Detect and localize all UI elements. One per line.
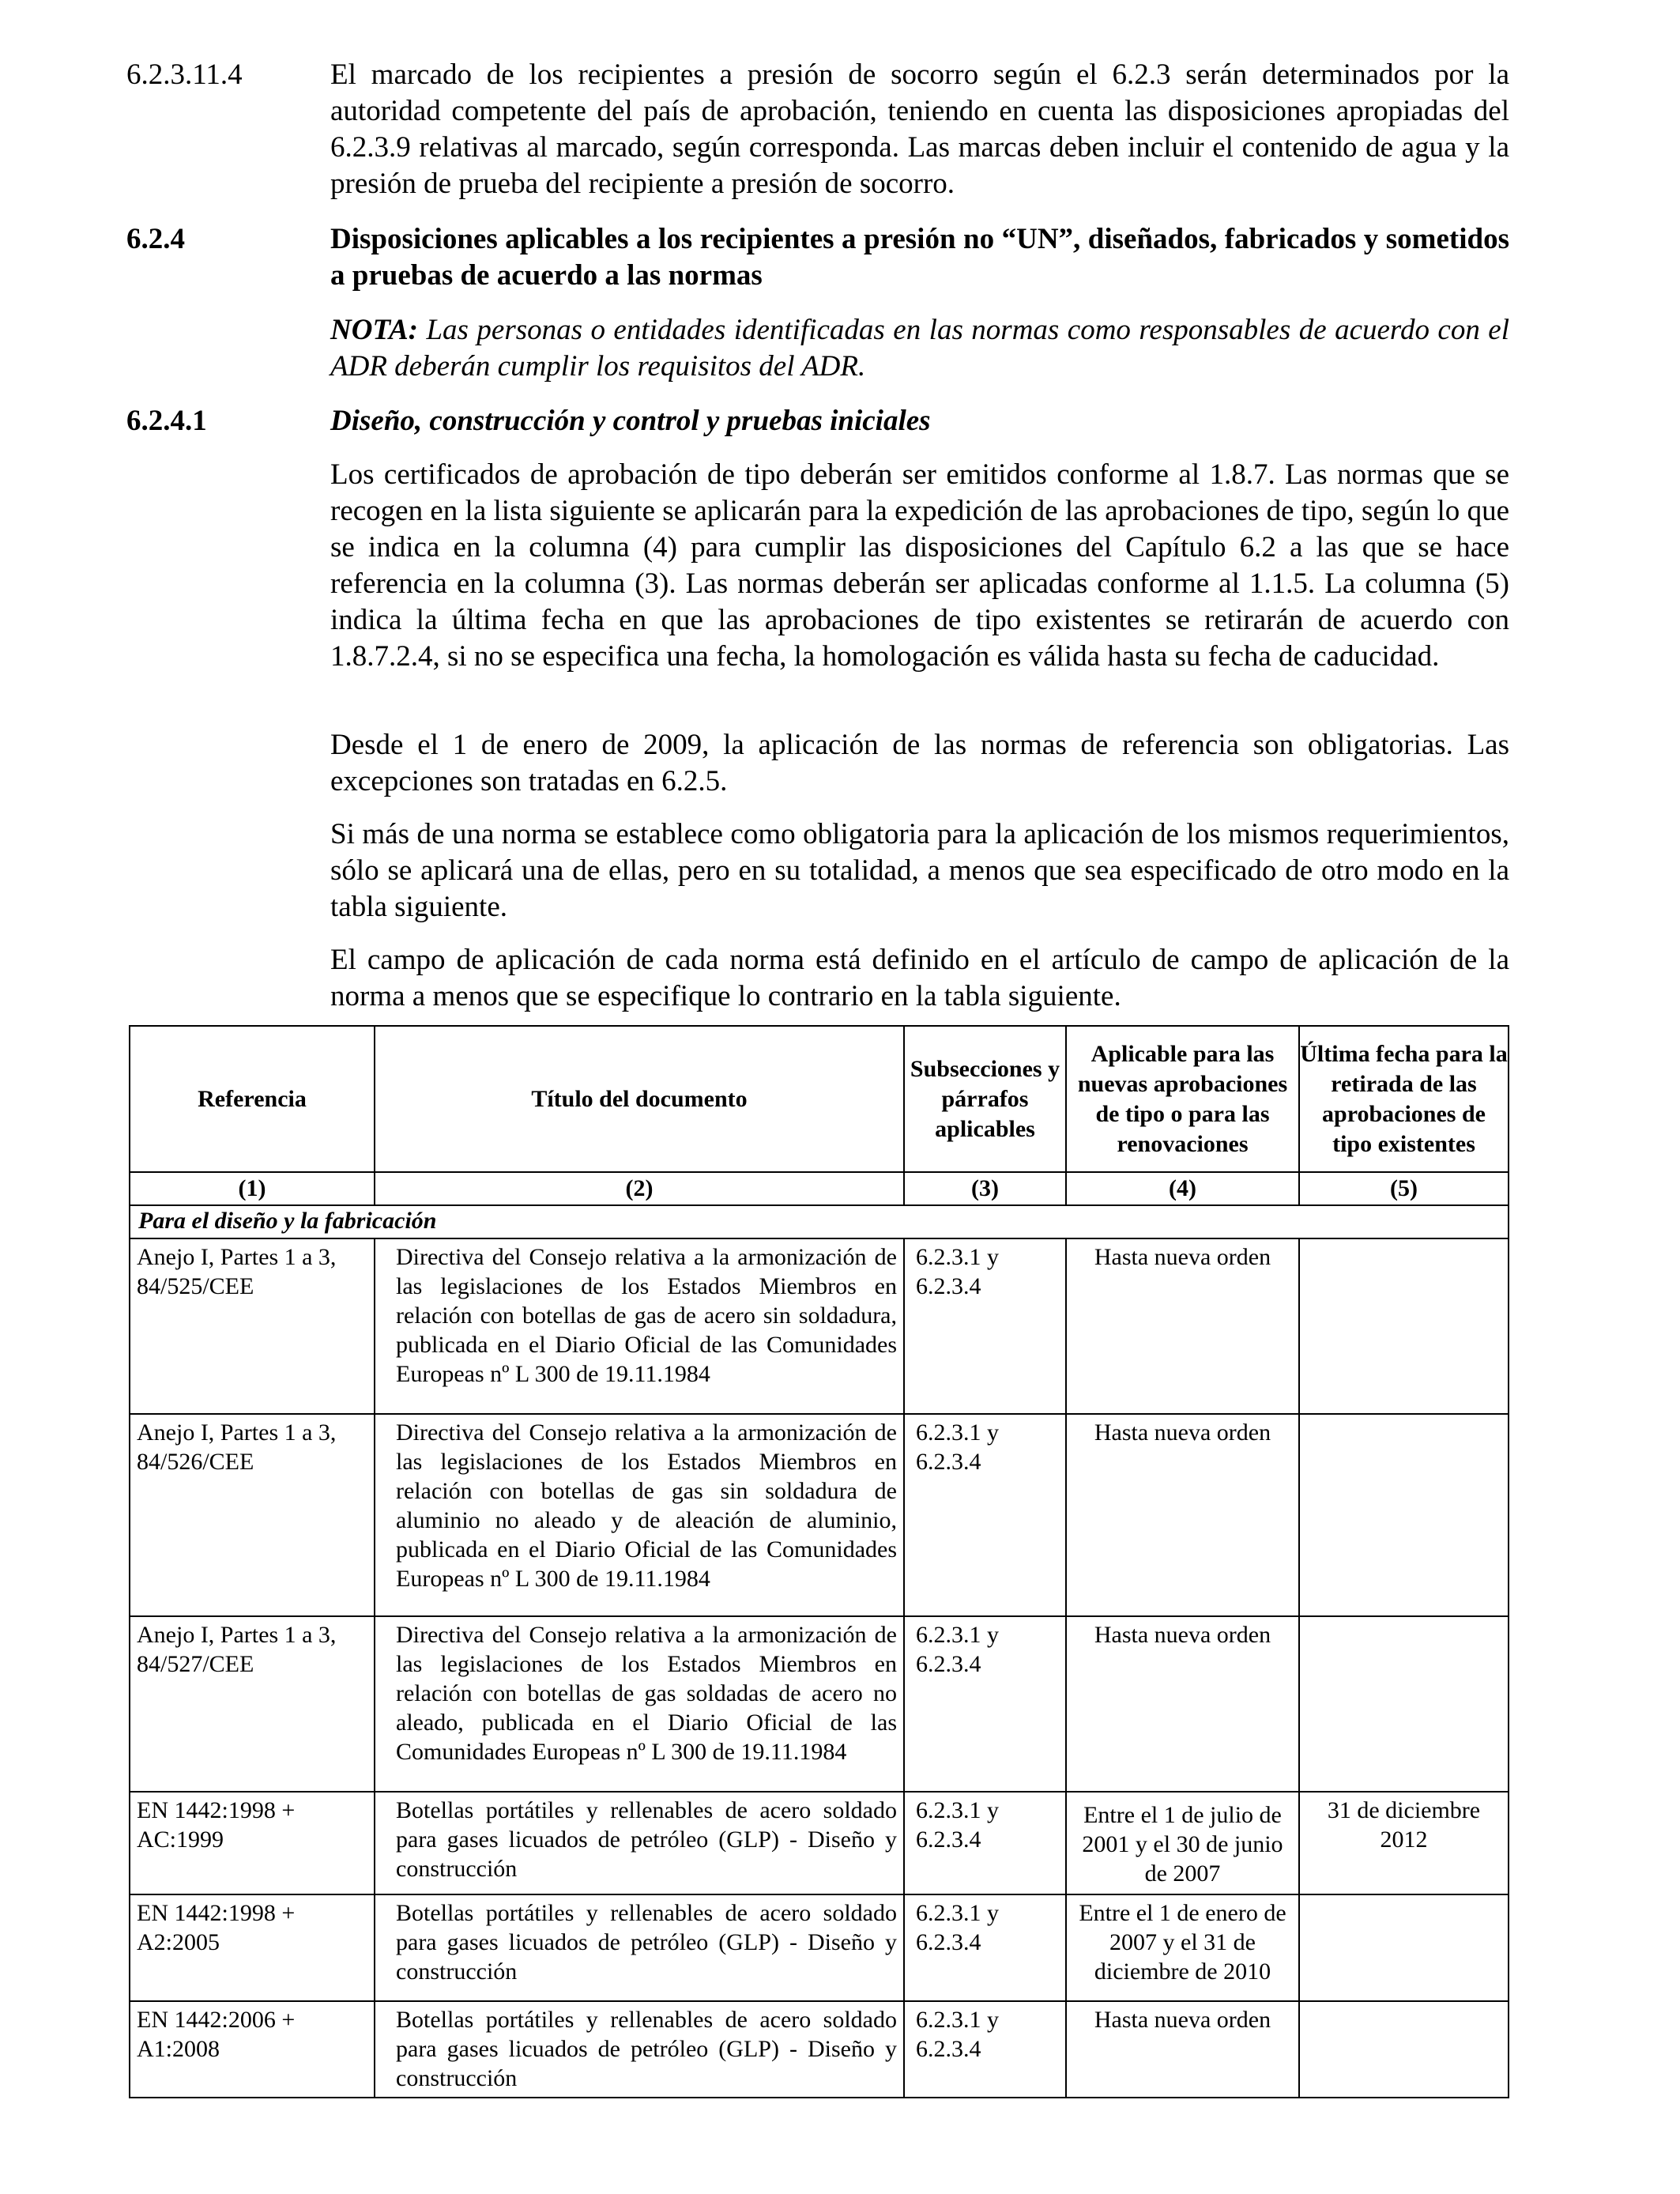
- table-row: [130, 1414, 1509, 1616]
- paragraph-text: El marcado de los recipientes a presión de socorro según el 6.2.3 serán determinados por la autoridad competente del país de aprobación, teniendo en cuenta las disposiciones apropiadas del 6.2.3.9 relativas al marcado, según corresponda. Las marcas deben incluir el contenido de agua y la presión de prueba del recipiente a presión de socorro.: [330, 58, 1509, 200]
- cell-referencia: EN 1442:2006 + A1:2008: [130, 2001, 375, 2098]
- cell-referencia: EN 1442:1998 + AC:1999: [130, 1792, 375, 1894]
- header-subsecciones: Subsecciones y párrafos aplicables: [904, 1026, 1066, 1172]
- table-row: [130, 1616, 1509, 1792]
- cell-subsecciones: 6.2.3.1 y 6.2.3.4: [904, 2001, 1066, 2098]
- table-section-row: [130, 1205, 1509, 1238]
- header-aplicable: Aplicable para las nuevas aprobaciones de tipo o para las renovaciones: [1066, 1026, 1299, 1172]
- cell-ultima-fecha: [1299, 1414, 1509, 1616]
- cell-ultima-fecha: [1299, 2001, 1509, 2098]
- cell-referencia: Anejo I, Partes 1 a 3, 84/525/CEE: [130, 1238, 375, 1414]
- cell-subsecciones: 6.2.3.1 y 6.2.3.4: [904, 1414, 1066, 1616]
- cell-ultima-fecha: [1299, 1894, 1509, 2001]
- cell-titulo: Botellas portátiles y rellenables de acero soldado para gases licuados de petróleo (GLP) - Diseño y construcción: [375, 2001, 904, 2098]
- cell-aplicable: Hasta nueva orden: [1066, 1414, 1299, 1616]
- paragraph-text: Desde el 1 de enero de 2009, la aplicación de las normas de referencia son obligatorias. Las excepciones son tratadas en 6.2.5.: [330, 729, 1509, 797]
- nota-label: NOTA:: [330, 314, 418, 346]
- section-number: 6.2.4: [126, 223, 185, 255]
- table-row: [130, 1238, 1509, 1414]
- column-number: (2): [375, 1172, 904, 1205]
- cell-titulo: Botellas portátiles y rellenables de acero soldado para gases licuados de petróleo (GLP) - Diseño y construcción: [375, 1894, 904, 2001]
- table-header-row: [130, 1026, 1509, 1172]
- cell-titulo: Directiva del Consejo relativa a la armonización de las legislaciones de los Estados Miembros en relación con botellas de gas soldadas de acero no aleado, publicada en el Diario Oficial de las Comunidades Europeas nº L 300 de 19.11.1984: [375, 1616, 904, 1792]
- cell-referencia: Anejo I, Partes 1 a 3, 84/527/CEE: [130, 1616, 375, 1792]
- cell-ultima-fecha: 31 de diciembre 2012: [1299, 1792, 1509, 1894]
- cell-subsecciones: 6.2.3.1 y 6.2.3.4: [904, 1894, 1066, 2001]
- paragraph-text: Los certificados de aprobación de tipo deberán ser emitidos conforme al 1.8.7. Las normas que se recogen en la lista siguiente se aplicarán para la expedición de las aprobaciones de tipo, según lo que se indica en la columna (4) para cumplir las disposiciones del Capítulo 6.2 a las que se hace referencia en la columna (3). Las normas deberán ser aplicadas conforme al 1.1.5. La columna (5) indica la última fecha en que las aprobaciones de tipo existentes se retirarán de acuerdo con 1.8.7.2.4, si no se especifica una fecha, la homologación es válida hasta su fecha de caducidad.: [330, 458, 1509, 673]
- paragraph-number: 6.2.3.11.4: [126, 58, 243, 91]
- column-number: (3): [904, 1172, 1066, 1205]
- standards-table: [129, 1025, 1509, 2098]
- cell-titulo: Botellas portátiles y rellenables de acero soldado para gases licuados de petróleo (GLP) - Diseño y construcción: [375, 1792, 904, 1894]
- paragraph-text: Si más de una norma se establece como obligatoria para la aplicación de los mismos requerimientos, sólo se aplicará una de ellas, pero en su totalidad, a menos que sea especificado de otro modo en la tabla siguiente.: [330, 818, 1509, 923]
- cell-referencia: EN 1442:1998 + A2:2005: [130, 1894, 375, 2001]
- table-row: [130, 1792, 1509, 1894]
- header-referencia: Referencia: [130, 1026, 375, 1172]
- cell-subsecciones: 6.2.3.1 y 6.2.3.4: [904, 1792, 1066, 1894]
- column-number: (4): [1066, 1172, 1299, 1205]
- column-number: (1): [130, 1172, 375, 1205]
- cell-titulo: Directiva del Consejo relativa a la armonización de las legislaciones de los Estados Miembros en relación con botellas de gas sin soldadura de aluminio no aleado y de aleación de aluminio, publicada en el Diario Oficial de las Comunidades Europeas nº L 300 de 19.11.1984: [375, 1414, 904, 1616]
- cell-aplicable: Entre el 1 de julio de 2001 y el 30 de junio de 2007: [1066, 1792, 1299, 1894]
- cell-subsecciones: 6.2.3.1 y 6.2.3.4: [904, 1616, 1066, 1792]
- cell-aplicable: Hasta nueva orden: [1066, 1238, 1299, 1414]
- header-ultima-fecha: Última fecha para la retirada de las aprobaciones de tipo existentes: [1299, 1026, 1509, 1172]
- paragraph-text: El campo de aplicación de cada norma está definido en el artículo de campo de aplicación de la norma a menos que se especifique lo contrario en la tabla siguiente.: [330, 944, 1509, 1012]
- column-number-row: [130, 1172, 1509, 1205]
- cell-aplicable: Hasta nueva orden: [1066, 1616, 1299, 1792]
- column-number: (5): [1299, 1172, 1509, 1205]
- cell-referencia: Anejo I, Partes 1 a 3, 84/526/CEE: [130, 1414, 375, 1616]
- cell-ultima-fecha: [1299, 1616, 1509, 1792]
- table-row: [130, 1894, 1509, 2001]
- section-label: Para el diseño y la fabricación: [130, 1205, 1509, 1238]
- nota-text: Las personas o entidades identificadas en las normas como responsables de acuerdo con el ADR deberán cumplir los requisitos del ADR.: [330, 314, 1509, 383]
- section-heading: Disposiciones aplicables a los recipientes a presión no “UN”, diseñados, fabricados y sometidos a pruebas de acuerdo a las normas: [330, 223, 1509, 292]
- section-heading: Diseño, construcción y control y pruebas iniciales: [330, 405, 931, 437]
- nota-paragraph: [330, 312, 1509, 385]
- cell-subsecciones: 6.2.3.1 y 6.2.3.4: [904, 1238, 1066, 1414]
- table-row: [130, 2001, 1509, 2098]
- cell-titulo: Directiva del Consejo relativa a la armonización de las legislaciones de los Estados Miembros en relación con botellas de gas de acero sin soldadura, publicada en el Diario Oficial de las Comunidades Europeas nº L 300 de 19.11.1984: [375, 1238, 904, 1414]
- cell-ultima-fecha: [1299, 1238, 1509, 1414]
- cell-aplicable: Entre el 1 de enero de 2007 y el 31 de diciembre de 2010: [1066, 1894, 1299, 2001]
- section-number: 6.2.4.1: [126, 405, 207, 437]
- cell-aplicable: Hasta nueva orden: [1066, 2001, 1299, 2098]
- header-titulo: Título del documento: [375, 1026, 904, 1172]
